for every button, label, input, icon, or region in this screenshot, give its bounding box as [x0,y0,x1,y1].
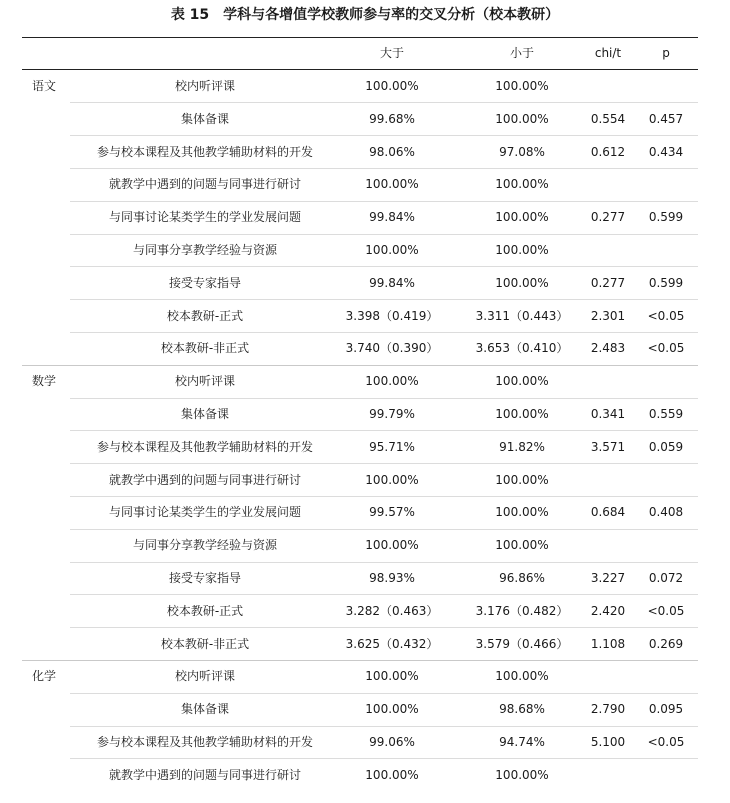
row-lt-value: 100.00% [495,243,549,257]
row-lt-value: 100.00% [495,505,549,519]
row-divider [70,430,698,431]
row-divider [70,562,698,563]
row-item: 集体备课 [180,407,229,421]
row-item: 与同事分享教学经验与资源 [132,243,277,257]
row-chi-value: 5.100 [590,735,626,749]
row-lt-value: 3.311（0.443） [475,309,569,323]
row-chi-value: 0.612 [590,145,626,159]
row-divider [70,529,698,530]
row-gt-value: 3.398（0.419） [345,309,439,323]
row-item: 参与校本课程及其他教学辅助材料的开发 [96,145,313,159]
row-gt-value: 100.00% [365,702,419,716]
row-p-value: 0.408 [648,505,684,519]
row-gt-value: 3.625（0.432） [345,637,439,651]
row-chi-value: 0.277 [590,276,626,290]
group-separator [22,365,698,366]
row-p-value: 0.095 [648,702,684,716]
row-lt-value: 100.00% [495,538,549,552]
row-lt-value: 100.00% [495,669,549,683]
row-chi-value: 0.554 [590,112,626,126]
row-chi-value: 2.483 [590,341,626,355]
row-lt-value: 100.00% [495,473,549,487]
row-lt-value: 100.00% [495,374,549,388]
subject-label: 化学 [32,669,57,683]
row-chi-value: 1.108 [590,637,626,651]
table-top-rule [22,37,698,38]
row-p-value: <0.05 [647,735,685,749]
row-gt-value: 99.84% [369,210,415,224]
row-item: 校本教研-正式 [166,309,244,323]
row-gt-value: 100.00% [365,374,419,388]
row-lt-value: 98.68% [499,702,545,716]
row-divider [70,201,698,202]
row-lt-value: 97.08% [499,145,545,159]
row-p-value: <0.05 [647,604,685,618]
row-divider [70,758,698,759]
row-divider [70,594,698,595]
row-chi-value: 0.341 [590,407,626,421]
group-separator [22,660,698,661]
row-gt-value: 100.00% [365,473,419,487]
row-gt-value: 99.57% [369,505,415,519]
row-item: 参与校本课程及其他教学辅助材料的开发 [96,440,313,454]
header-chi: chi/t [594,46,622,60]
row-item: 参与校本课程及其他教学辅助材料的开发 [96,735,313,749]
row-p-value: 0.599 [648,276,684,290]
row-chi-value: 2.301 [590,309,626,323]
header-bottom-rule [22,69,698,70]
row-p-value: 0.059 [648,440,684,454]
row-divider [70,168,698,169]
row-item: 校本教研-正式 [166,604,244,618]
row-gt-value: 98.06% [369,145,415,159]
row-item: 集体备课 [180,112,229,126]
header-p: p [662,46,670,60]
row-gt-value: 100.00% [365,768,419,782]
row-gt-value: 100.00% [365,243,419,257]
row-divider [70,234,698,235]
subject-label: 数学 [32,374,57,388]
row-lt-value: 94.74% [499,735,545,749]
subject-label: 语文 [32,79,57,93]
row-p-value: 0.457 [648,112,684,126]
row-chi-value: 0.277 [590,210,626,224]
row-item: 接受专家指导 [168,276,241,290]
row-item: 校内听评课 [174,669,235,683]
row-chi-value: 2.420 [590,604,626,618]
row-p-value: 0.559 [648,407,684,421]
row-lt-value: 100.00% [495,79,549,93]
row-divider [70,299,698,300]
row-gt-value: 3.282（0.463） [345,604,439,618]
row-gt-value: 99.68% [369,112,415,126]
table-title: 表 15 学科与各增值学校教师参与率的交叉分析（校本教研） [170,7,560,23]
row-item: 校本教研-非正式 [160,341,250,355]
row-gt-value: 100.00% [365,177,419,191]
row-lt-value: 3.579（0.466） [475,637,569,651]
row-item: 就教学中遇到的问题与同事进行研讨 [108,768,301,782]
row-item: 与同事讨论某类学生的学业发展问题 [108,505,301,519]
row-chi-value: 2.790 [590,702,626,716]
row-item: 与同事讨论某类学生的学业发展问题 [108,210,301,224]
row-p-value: 0.072 [648,571,684,585]
row-item: 校内听评课 [174,374,235,388]
row-lt-value: 100.00% [495,407,549,421]
row-item: 就教学中遇到的问题与同事进行研讨 [108,473,301,487]
row-divider [70,135,698,136]
header-lt: 小于 [509,46,534,60]
row-divider [70,496,698,497]
row-gt-value: 100.00% [365,538,419,552]
row-gt-value: 100.00% [365,79,419,93]
row-lt-value: 100.00% [495,210,549,224]
row-item: 接受专家指导 [168,571,241,585]
row-divider [70,726,698,727]
row-lt-value: 91.82% [499,440,545,454]
row-lt-value: 100.00% [495,276,549,290]
row-divider [70,398,698,399]
row-divider [70,102,698,103]
row-gt-value: 95.71% [369,440,415,454]
row-gt-value: 99.79% [369,407,415,421]
row-p-value: <0.05 [647,341,685,355]
row-p-value: 0.434 [648,145,684,159]
row-p-value: 0.269 [648,637,684,651]
row-lt-value: 3.653（0.410） [475,341,569,355]
row-item: 校本教研-非正式 [160,637,250,651]
row-gt-value: 99.06% [369,735,415,749]
row-item: 集体备课 [180,702,229,716]
row-gt-value: 3.740（0.390） [345,341,439,355]
row-item: 校内听评课 [174,79,235,93]
row-p-value: 0.599 [648,210,684,224]
row-divider [70,332,698,333]
row-lt-value: 3.176（0.482） [475,604,569,618]
row-divider [70,693,698,694]
row-divider [70,463,698,464]
row-lt-value: 100.00% [495,177,549,191]
header-gt: 大于 [379,46,404,60]
row-lt-value: 100.00% [495,112,549,126]
row-gt-value: 99.84% [369,276,415,290]
row-gt-value: 98.93% [369,571,415,585]
row-gt-value: 100.00% [365,669,419,683]
row-item: 与同事分享教学经验与资源 [132,538,277,552]
row-lt-value: 96.86% [499,571,545,585]
row-chi-value: 3.227 [590,571,626,585]
row-chi-value: 0.684 [590,505,626,519]
row-divider [70,266,698,267]
row-lt-value: 100.00% [495,768,549,782]
row-p-value: <0.05 [647,309,685,323]
row-chi-value: 3.571 [590,440,626,454]
row-item: 就教学中遇到的问题与同事进行研讨 [108,177,301,191]
row-divider [70,627,698,628]
